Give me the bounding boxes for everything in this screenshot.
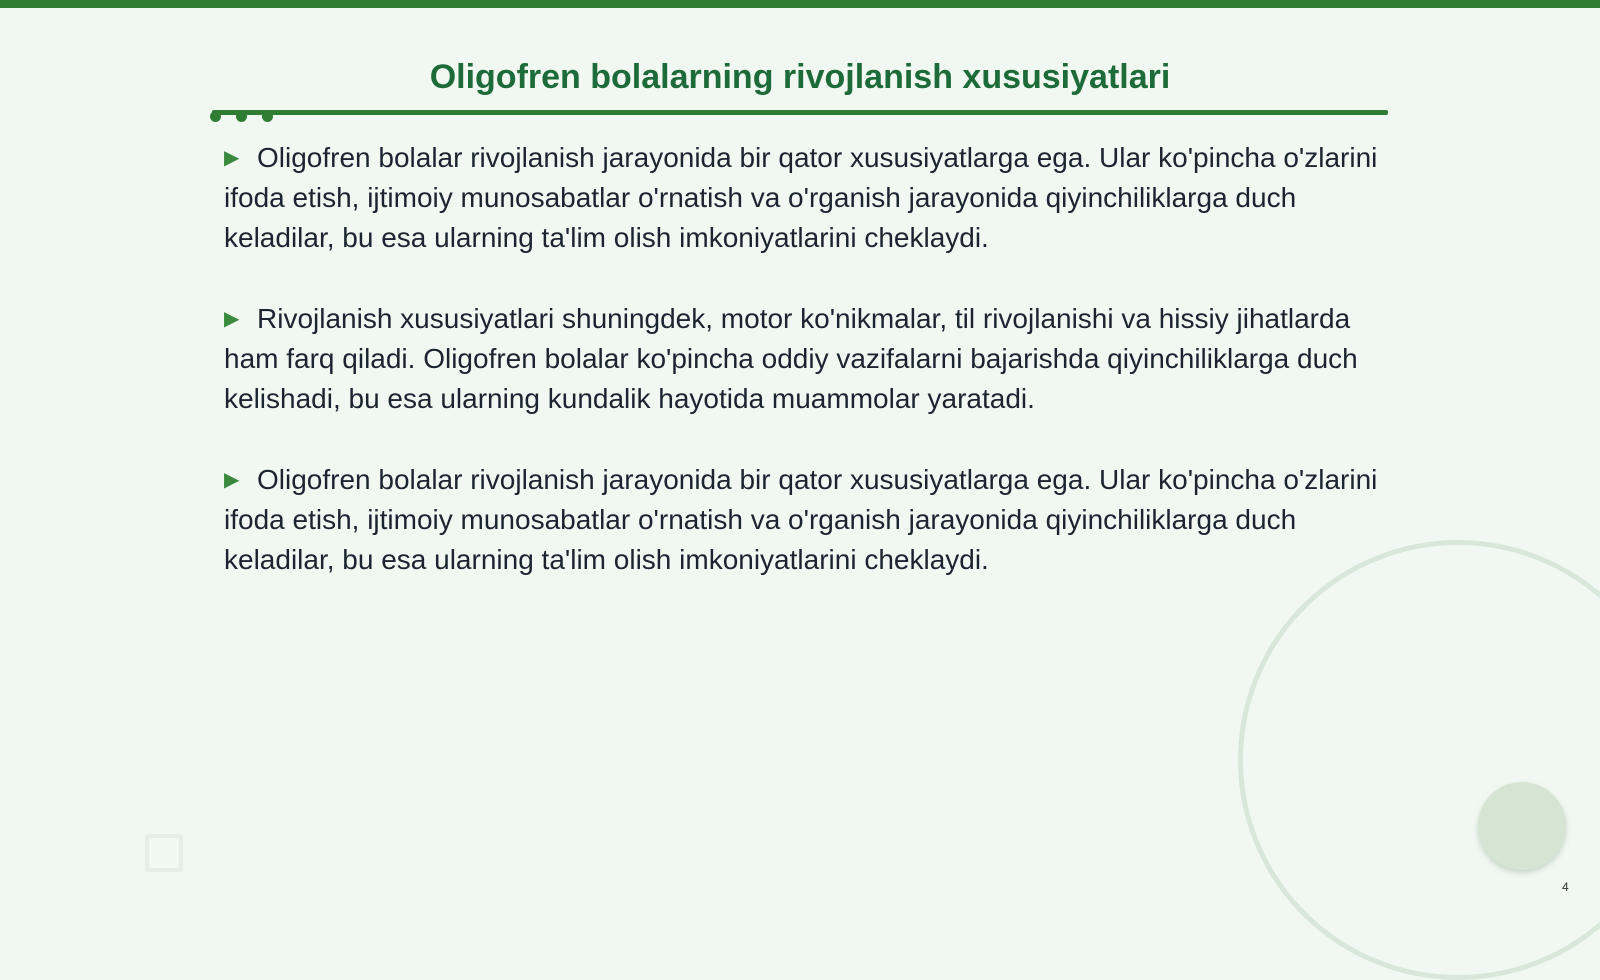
- page-number: 4: [1562, 880, 1569, 894]
- slide-title: Oligofren bolalarning rivojlanish xususiyatlari: [429, 58, 1171, 96]
- bullet-text: Oligofren bolalar rivojlanish jarayonida bir qator xususiyatlarga ega. Ular ko'pincha o'zlarini ifoda etish, ijtimoiy munosabatlar o'rnatish va o'rganish jarayonida qiyinchiliklarga duch keladilar, bu esa ularning ta'lim olish imkoniyatlarini cheklaydi.: [224, 464, 1378, 575]
- bullet-item: [224, 138, 1384, 258]
- bullet-list: [224, 138, 1384, 621]
- bullet-item: [224, 460, 1384, 580]
- bullet-text: Rivojlanish xususiyatlari shuningdek, motor ko'nikmalar, til rivojlanishi va hissiy jihatlarda ham farq qiladi. Oligofren bolalar ko'pincha oddiy vazifalarni bajarishda qiyinchiliklarga duch kelishadi, bu esa ularning kundalik hayotida muammolar yaratadi.: [224, 303, 1358, 414]
- top-accent-bar: [0, 0, 1600, 8]
- decor-dot: [262, 111, 273, 122]
- bullet-item: [224, 299, 1384, 419]
- decor-circle-filled: [1478, 782, 1566, 870]
- decor-square-outline: [145, 834, 183, 872]
- bullet-arrow-icon: ▶: [224, 147, 240, 169]
- decor-dot: [236, 111, 247, 122]
- bullet-arrow-icon: ▶: [224, 308, 240, 330]
- title-underline: [212, 110, 1388, 115]
- bullet-text: Oligofren bolalar rivojlanish jarayonida bir qator xususiyatlarga ega. Ular ko'pincha o'zlarini ifoda etish, ijtimoiy munosabatlar o'rnatish va o'rganish jarayonida qiyinchiliklarga duch keladilar, bu esa ularning ta'lim olish imkoniyatlarini cheklaydi.: [224, 142, 1378, 253]
- bullet-arrow-icon: ▶: [224, 469, 240, 491]
- decor-dot: [210, 111, 221, 122]
